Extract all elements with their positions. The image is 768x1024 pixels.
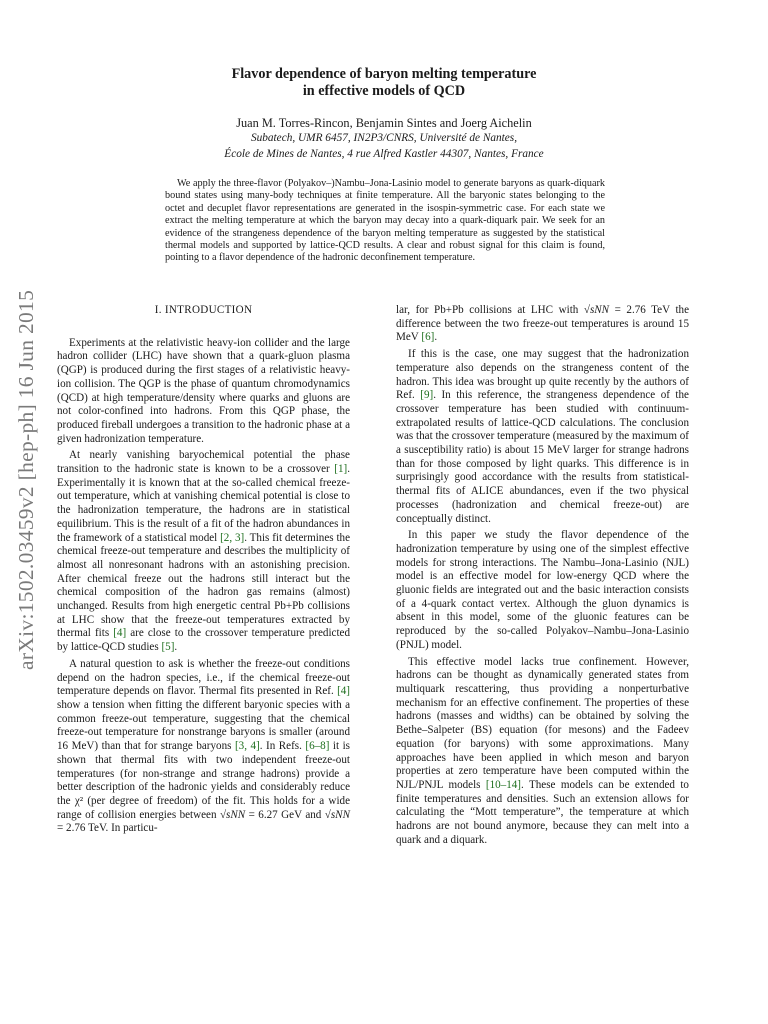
math-sqrt-snn: √sNN bbox=[219, 808, 246, 821]
text-segment: = 6.27 GeV and bbox=[245, 808, 325, 821]
affiliation bbox=[150, 131, 618, 162]
right-column bbox=[396, 304, 689, 850]
paper-title bbox=[160, 66, 608, 100]
citation-link[interactable]: [6–8] bbox=[305, 740, 330, 753]
intro-paragraph-5: In this paper we study the flavor dependence of the hadronization temperature by using one of the simplest effective models for strong interactions. The Nambu–Jona-Lasinio (NJL) model is an effective model for low-energy QCD where the gluonic fields are integrated out and the basic interaction consists of a 4-quark contact vertex. Although the gluon dynamics is absent in this model, some of the gluonic features can be reproduced by the so-called Polyakov–Nambu–Jona-Lasinio (PNJL) model. bbox=[396, 529, 689, 651]
citation-link[interactable]: [4] bbox=[113, 627, 127, 640]
text-segment: . In Refs. bbox=[259, 740, 306, 753]
citation-link[interactable]: [2, 3] bbox=[220, 531, 245, 544]
intro-paragraph-4 bbox=[396, 348, 689, 526]
text-segment: are close to the crossover temperature predicted by lattice-QCD studies bbox=[57, 627, 351, 654]
citation-link[interactable]: [9] bbox=[420, 389, 434, 402]
text-segment: . These models can be extended to finite temperatures and densities. Such an extension allows for calculating the “Mott temperature”, the temperature at which hadrons are not bound anymore, because they can melt into a quark and a diquark. bbox=[396, 778, 689, 846]
author-list: Juan M. Torres-Rincon, Benjamin Sintes and Joerg Aichelin bbox=[236, 116, 532, 130]
abstract: We apply the three-flavor (Polyakov–)Nambu–Jona-Lasinio model to generate baryons as quark-diquark bound states using many-body techniques at finite temperature. All the baryonic states belonging to the octet and decuplet flavor representations are generated in the isospin-symmetric case. For each state we extract the melting temperature at which the baryon may decay into a quark-diquark pair. We seek for an evidence of the strangeness dependence of the baryon melting temperature as suggested by the statistical thermal models and supported by lattice-QCD results. A clear and robust signal for this claim is found, pointing to a flavor dependence of the hadronic deconfinement temperature. bbox=[165, 178, 605, 264]
arxiv-identifier-stamp: arXiv:1502.03459v2 [hep-ph] 16 Jun 2015 bbox=[14, 289, 38, 670]
text-segment: = 2.76 TeV. In particu- bbox=[57, 822, 158, 835]
affiliation-line-1: Subatech, UMR 6457, IN2P3/CNRS, Université de Nantes, bbox=[250, 132, 518, 144]
affiliation-line-2: École de Mines de Nantes, 4 rue Alfred Kastler 44307, Nantes, France bbox=[224, 147, 544, 160]
text-segment: A natural question to ask is whether the freeze-out conditions depend on the hadron species, i.e., if the chemical freeze-out temperature depends on flavor. Thermal fits presented in Ref. bbox=[57, 657, 350, 698]
intro-paragraph-6 bbox=[396, 656, 689, 848]
title-line-2: in effective models of QCD bbox=[302, 83, 466, 99]
text-segment: = 2.76 TeV the difference between the two freeze-out temperatures is around 15 MeV bbox=[396, 304, 690, 344]
citation-link[interactable]: [1] bbox=[334, 463, 348, 476]
citation-link[interactable]: [5] bbox=[161, 641, 175, 654]
section-heading: I. INTRODUCTION bbox=[154, 304, 253, 316]
text-segment: At nearly vanishing baryochemical potential the phase transition to the hadronic state is known to be a crossover bbox=[57, 449, 350, 476]
math-sqrt-snn: √sNN bbox=[324, 808, 350, 821]
text-segment: . This fit determines the chemical freeze-out temperature and describes the multiplicity of almost all nonresonant hadrons with an astonishing precision. After chemical freeze out the hadrons still interact but the chemical composition of the hadron gas remains (almost) unchanged. Results from high energetic central Pb+Pb collisions at LHC show that the freeze-out temperatures extracted by thermal fits bbox=[57, 531, 350, 640]
citation-link[interactable]: [3, 4] bbox=[234, 740, 260, 753]
text-segment: . Experimentally it is known that at the so-called chemical freeze-out temperature, which at vanishing chemical potential is close to the hadronization temperature, the hadrons are in statistical equilibrium. This is the result of a fit of the hadron abundances in the framework of a statistical model bbox=[57, 463, 350, 544]
citation-link[interactable]: [10–14] bbox=[485, 778, 521, 791]
left-column bbox=[57, 304, 350, 839]
intro-paragraph-3-continued bbox=[396, 304, 689, 345]
text-segment: . bbox=[174, 641, 178, 654]
citation-link[interactable]: [4] bbox=[337, 685, 350, 698]
text-segment: If this is the case, one may suggest that the hadronization temperature also depends on the strangeness content of the hadron. This idea was brought up quite recently by the authors of Ref. bbox=[396, 348, 689, 402]
intro-paragraph-2 bbox=[57, 449, 350, 655]
text-segment: lar, for Pb+Pb collisions at LHC with bbox=[396, 304, 584, 316]
text-segment: it is shown that thermal fits with two independent freeze-out temperatures (for non-strange and strange hadrons) provide a better description of the hadronic yields and considerably reduce the χ² (per degree of freedom) of the fit. This holds for a wide range of collision energies between bbox=[57, 740, 350, 821]
text-segment: show a tension when fitting the different baryonic species with a common freeze-out temperature, suggesting that the chemical freeze-out temperature for nonstrange baryons is smaller (around 16 MeV) than that for strange baryons bbox=[57, 698, 350, 753]
citation-link[interactable]: [6] bbox=[421, 331, 435, 344]
text-segment: This effective model lacks true confinement. However, hadrons can be thought as dynamically generated states from multiquark rescattering, thus providing a nonperturbative mechanism for an effective confinement. The properties of these hadrons (masses and widths) can be obtained by solving the Bethe–Salpeter (BS) equation (for mesons) and the Fadeev equation (for baryons) with some approximations. Many approaches have been applied in which meson and baryon properties at zero temperature have been computed within the NJL/PNJL models bbox=[396, 655, 689, 791]
text-segment: . bbox=[434, 331, 438, 344]
title-line-1: Flavor dependence of baryon melting temperature bbox=[231, 66, 537, 82]
intro-paragraph-1: Experiments at the relativistic heavy-ion collider and the large hadron collider (LHC) have shown that a quark-gluon plasma (QGP) is produced during the first stages of a relativistic heavy-ion collision. The QGP is the phase of quantum chromodynamics (QCD) at high temperature/density where quarks and gluons are not color-confined into hadrons. From this QGP phase, the produced fireball undergoes a transition to the hadronic phase at a given hadronization temperature. bbox=[57, 336, 350, 445]
math-sqrt-snn: √sNN bbox=[583, 304, 610, 316]
intro-paragraph-3 bbox=[57, 658, 350, 836]
text-segment: . In this reference, the strangeness dependence of the crossover temperature has been studied with continuum-extrapolated results of lattice-QCD calculations. The conclusion was that the crossover temperature (measured by the maximum of a susceptibility ratio) is about 15 MeV larger for strange hadrons than for those composed by light quarks. This difference is in surprisingly good accordance with the results from statistical-thermal fits of ALICE abundances, even if the two physical processes (hadronization and chemical freeze-out) are conceptually distinct. bbox=[396, 389, 689, 525]
